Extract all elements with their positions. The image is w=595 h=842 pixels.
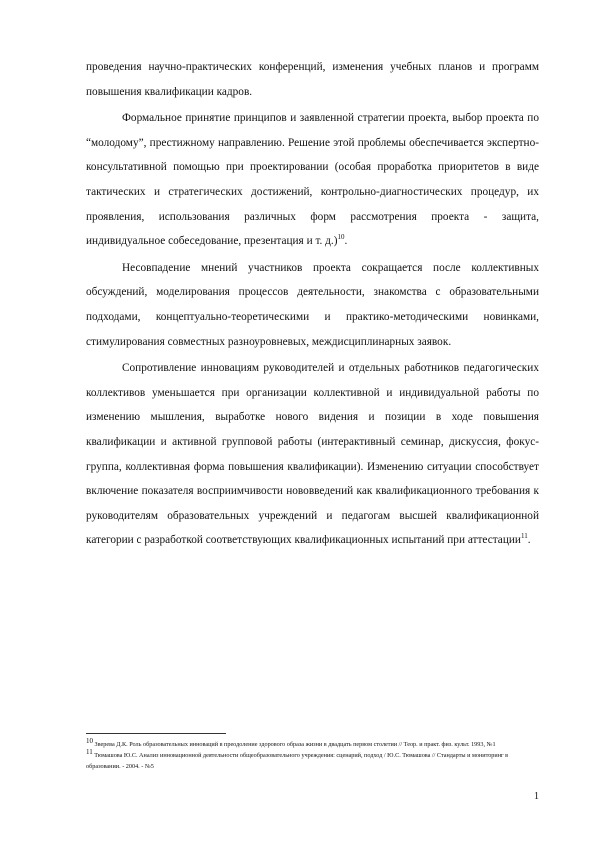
paragraph-4-end: . [527, 534, 531, 547]
footnote-ref-11[interactable]: 11 [520, 532, 528, 541]
footnote-10 [86, 736, 542, 750]
footnote-number: 10 [86, 736, 93, 745]
paragraph-4 [86, 356, 539, 553]
footnote-ref-10[interactable]: 10 [337, 233, 345, 242]
footnotes [86, 736, 542, 772]
paragraph-3 [86, 256, 539, 354]
body-text [86, 55, 539, 553]
footnote-number: 11 [86, 747, 93, 756]
footnote-11 [86, 747, 542, 772]
paragraph-3-text: Несовпадение мнений участников проекта сокращается после коллективных обсуждений, моделирования процессов деятельности, знакомства с образовательными подходами, концептуально-теоретическими и практико-методическими новинками, стимулирования совместных разноуровневых, междисциплинарных заявок. [86, 261, 539, 348]
paragraph-1 [86, 55, 539, 104]
paragraph-1-text: проведения научно-практических конференций, изменения учебных планов и программ повышения квалификации кадров. [86, 61, 539, 98]
page-number: 1 [534, 791, 539, 802]
footnote-text: Тюмашова Ю.С. Анализ инновационной деятельности общеобразовательного учреждения: сценарий, подход / Ю.С. Тюмашова // Стандарты и мониторинг в образовании. - 2004. - №5 [86, 752, 509, 770]
paragraph-4-text: Сопротивление инновациям руководителей и отдельных работников педагогических коллективов уменьшается при организации коллективной и индивидуальной работы по изменению мышления, выработке нового видения и позиции в ходе повышения квалификации и активной групповой работы (интерактивный семинар, дискуссия, фокус-группа, коллективная форма повышения квалификации). Изменению ситуации способствует включение показателя восприимчивости нововведений как квалификационного требования к руководителям образовательных учреждений и педагогам высшей квалификационной категории с разработкой соответствующих квалификационных испытаний при аттестации [86, 362, 539, 547]
paragraph-2-text: Формальное принятие принципов и заявленной стратегии проекта, выбор проекта по “молодому”, престижному направлению. Решение этой проблемы обеспечивается экспертно-консультативной помощью при проектировании (особая проработка приоритетов в виде тактических и стратегических достижений, контрольно-диагностических процедур, их проявления, использования различных форм рассмотрения проекта - защита, индивидуальное собеседование, презентация и т. д.) [86, 112, 539, 248]
footnote-separator [86, 733, 226, 734]
paragraph-2 [86, 106, 539, 254]
paragraph-2-end: . [344, 235, 348, 248]
footnote-text: Зверева Д.К. Роль образовательных инноваций в преодоление здорового образа жизни в двадцать первом столетии // Теор. и практ. физ. культ. 1993, №1 [94, 741, 496, 748]
